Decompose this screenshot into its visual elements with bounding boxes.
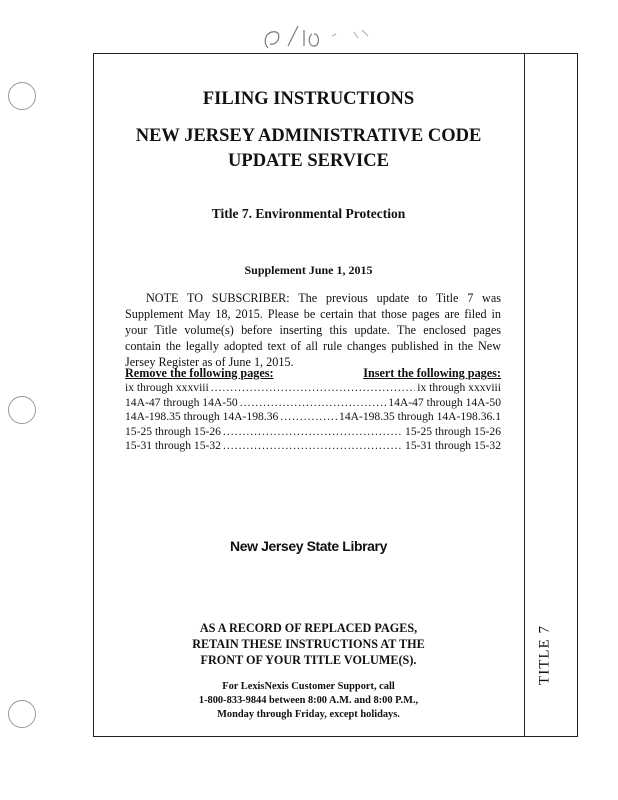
insert-pages-cell: 15-25 through 15-26 — [405, 424, 501, 438]
dot-leader — [211, 381, 416, 394]
tab-divider — [524, 53, 525, 737]
title-line: Title 7. Environmental Protection — [211, 206, 406, 221]
table-row — [125, 439, 501, 454]
retain-instructions — [93, 620, 524, 668]
binder-hole-middle — [8, 396, 36, 424]
support-line-1: For LexisNexis Customer Support, call — [222, 681, 395, 692]
library-stamp: New Jersey State Library — [230, 538, 387, 554]
note-to-subscriber: NOTE TO SUBSCRIBER: The previous update to Title 7 was Supplement May 18, 2015. Please be certain that those pages are filed in your Title volume(s) before inserting this update. The enclosed pages contain the legally adopted text of all rule changes published in the New Jersey Register as of June 1, 2015. — [125, 291, 501, 369]
remove-pages-cell: 15-31 through 15-32 — [125, 439, 221, 452]
dot-leader — [223, 425, 403, 438]
dot-leader — [223, 439, 403, 452]
remove-pages-cell: 15-25 through 15-26 — [125, 424, 221, 438]
insert-pages-cell: 14A-47 through 14A-50 — [388, 395, 501, 409]
handwritten-date-scribble — [258, 22, 378, 56]
retain-line-3: FRONT OF YOUR TITLE VOLUME(S). — [200, 653, 417, 667]
table-row — [125, 381, 501, 396]
heading-update-service: UPDATE SERVICE — [228, 151, 389, 171]
insert-pages-cell: 15-31 through 15-32 — [405, 439, 501, 452]
customer-support — [93, 680, 524, 722]
binder-hole-bottom — [8, 700, 36, 728]
dot-leader — [240, 396, 387, 409]
table-row — [125, 425, 501, 440]
retain-line-1: AS A RECORD OF REPLACED PAGES, — [199, 621, 418, 635]
insert-pages-header: Insert the following pages: — [363, 366, 501, 380]
remove-pages-cell: 14A-47 through 14A-50 — [125, 395, 238, 409]
pages-table — [125, 381, 501, 454]
table-row — [125, 396, 501, 411]
binder-hole-top — [8, 82, 36, 110]
heading-nj-admin-code: NEW JERSEY ADMINISTRATIVE CODE — [135, 126, 482, 146]
remove-pages-header: Remove the following pages: — [125, 366, 274, 380]
heading-filing-instructions: FILING INSTRUCTIONS — [202, 89, 415, 109]
table-row — [125, 410, 501, 425]
insert-pages-cell: 14A-198.35 through 14A-198.36.1 — [339, 410, 501, 423]
support-line-3: Monday through Friday, except holidays. — [217, 709, 400, 720]
support-line-2: 1-800-833-9844 between 8:00 A.M. and 8:00 P.M., — [198, 695, 419, 706]
dot-leader — [280, 410, 337, 423]
remove-pages-cell: ix through xxxviii — [125, 381, 209, 394]
remove-pages-cell: 14A-198.35 through 14A-198.36 — [125, 410, 279, 423]
retain-line-2: RETAIN THESE INSTRUCTIONS AT THE — [192, 637, 425, 651]
title-tab-label: TITLE 7 — [536, 625, 553, 685]
insert-pages-cell: ix through xxxviii — [417, 381, 501, 394]
supplement-date: Supplement June 1, 2015 — [244, 263, 373, 277]
